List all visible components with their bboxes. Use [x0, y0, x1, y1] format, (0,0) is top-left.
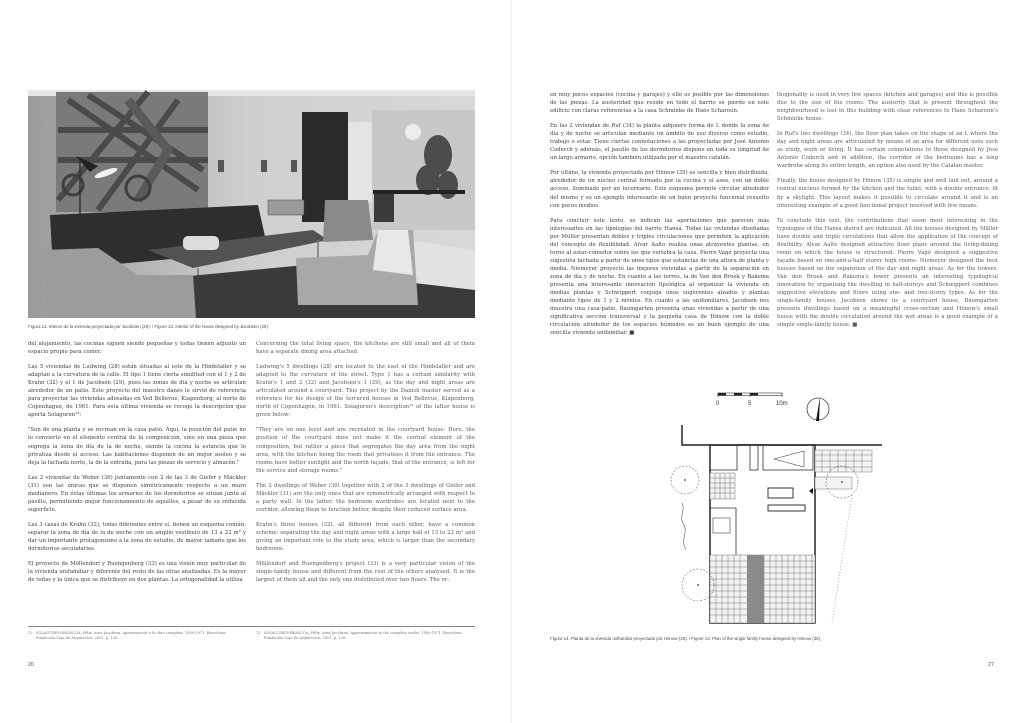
- paragraph: Concerning the total living space, the kitchens are still small and all of them have a separate dining area attached.: [256, 341, 475, 356]
- living-room-photo-image: [28, 90, 475, 318]
- paragraph: Krahn's three houses (32), all different from each other, have a common scheme: separating the day and night areas with a large hall of 13 to 22 m² and giving an important role to the study area, which is larger than the secondary bedrooms.: [256, 521, 475, 553]
- paragraph: In Ruf's two dwellings (34), the floor plan takes on the shape of an L where the day and night areas are articulated by means of an area for different uses such as study, work or living. It has certain connotations to those designed by José Antonio Coderch and in addition, the corridor of the bedrooms has a long wardrobe along its entire length, an option also used by the Catalan master.: [777, 131, 998, 170]
- north-arrow-icon: [807, 397, 829, 421]
- paragraph: del alojamiento, las cocinas siguen siendo pequeñas y todas tienen adjunto un espacio propio para comer.: [28, 341, 246, 356]
- paragraph: Por último, la vivienda proyectada por Hönow (35) es sencilla y bien distribuida, alrededor de un núcleo central formado por la cocina y el aseo, con un doble acceso, iluminado por un lucernario. Este esquema permite circular alrededor del mismo y es un ejemplo interesante de un buen proyecto funcional resuelto con pocos medios.: [550, 170, 769, 209]
- abstract-painting: [56, 92, 208, 212]
- footnote-divider: [28, 626, 475, 627]
- quote-paragraph: "They are on one level and are recreated in the courtyard house. Here, the position of the courtyard does not make it the central element of the composition, but rather a piece that segregates the day area from the night area, with the kitchen being the room that privatises it from the entrance. The rooms have better sunlight and the north façade, that of the entrance, is left for the service and storage rooms.": [256, 427, 475, 474]
- scale-label-10m: 10m: [776, 401, 788, 407]
- scale-bar: [716, 393, 788, 407]
- footnote-number: 12: [28, 631, 33, 635]
- interior-photo: [28, 90, 475, 318]
- paragraph: thogonality is used in very few spaces (kitchen and garages) and this is possible due to the size of the rooms. The austerity that is present throughout the neighbourhood is lost in this building with clear references to Hans Scharoun's Schminke house.: [777, 92, 998, 123]
- footnote-english: [256, 631, 475, 641]
- paragraph: Las 2 viviendas de Weber (30) juntamente con 2 de las 3 de Giefer y Mäckler (31) son las únicas que se disponen simétricamente respecto a un muro medianero. En éstas últimas los armarios de los dormitorios se sitúan junto al pasillo, permitiendo mejor funcionamiento de aquéllos, a pesar de su reducida superficie.: [28, 474, 246, 513]
- paved-patio: [710, 450, 872, 623]
- figure-13-caption: Figura 13. Interior de la vivienda proyectada por Jacobsen (29). / Figure 13. Interior of the house designed by Jacobsen (29).: [28, 324, 269, 329]
- footnote-spanish: [28, 631, 246, 641]
- english-text-column: [777, 91, 998, 336]
- paragraph: To conclude this text, the contributions that seem most interesting in the typologies of the Hansa district are indicated. All the houses designed by Müller have double and triple circulations that allow the application of the concept of flexibility. Alvar Aalto designed attractive floor plans around the living-dining room on which the house is structured. Pierre Vagó designed a suggestive façade based on one-and-a-half storey high rooms. Niemeyer designed the best houses based on the separation of the day and night areas. As for the towers, Van den Broek and Bakema's tower presents an interesting typological innovation by organising the dwelling in half-storeys and Schwippert combines suggestive elevations and floors using one- and two-storey types. As for the single-family houses, Jacobsen shows us a courtyard house, Baumgarten presents dwellings based on a meaningful cross-section and Hönow's small house with the double circulation around the wet areas is a good example of a simple single-family house. ■: [777, 217, 998, 329]
- paragraph: En las 2 viviendas de Ruf (34) la planta adquiere forma de L donde la zona de día y de noche se articulan mediante un ámbito de uso diverso como estudio, trabajo o estar. Tiene ciertas connotaciones a las proyectadas por José Antonio Coderch y además, el pasillo de los dormitorios dispone en toda su longitud de un largo armario, opción también utilizada por el maestro catalán.: [550, 123, 769, 162]
- scale-label-0: 0: [716, 401, 720, 407]
- page-number-right: 27: [988, 662, 995, 668]
- spanish-text-column: [550, 91, 769, 344]
- figure-14-caption: Figura 14. Planta de la vivienda unifamiliar proyectada por Hönow (35). / Figure 14. Plan of the single family house designed by Hönow (35).: [550, 636, 822, 641]
- footnote-text: SOLAGUREN-BEASCOA, Félix. Arne Jacobsen. Approximation to the complete works. 1950-1971. Barcelona: Fundación Caja de Arquitectos, 2001, p. 136.: [264, 631, 463, 640]
- paragraph: en muy pocos espacios (cocina y garajes) y ello es posible por las dimensiones de las piezas. La austeridad que reside en todo el barrio se pierde en este edificio con claras referencias a la casa Schminke de Hans Scharoun.: [550, 92, 769, 115]
- paragraph: Las 3 casas de Krahn (32), todas diferentes entre sí, tienen un esquema común: separar la zona de día de la de noche con un amplio vestíbulo de 13 a 22 m² y dar un importante protagonismo a la zona de estudio, de mayor tamaño que los dormitorios secundarios.: [28, 521, 246, 553]
- footnote-text: SOLAGUREN-BEASCOA, Félix. Arne Jacobsen. Aproximación a la obra completa. 1950-1971. Barcelona: Fundación Caja de Arquitectos, 2001, p. 136.: [36, 631, 227, 640]
- spanish-text-column: [28, 340, 246, 591]
- paragraph: The 2 dwellings of Weber (30) together with 2 of the 3 dwellings of Giefer and Mäckler (31) are the only ones that are symmetrically arranged with respect to a party wall. In the latter, the bedroom wardrobes are located next to the corridor, allowing them to function better, despite their reduced surface area.: [256, 482, 475, 513]
- paragraph: Finally, the house designed by Hönow (35) is simple and well laid out, around a central nucleus formed by the kitchen and the toilet, with a double entrance, lit by a skylight. This layout makes it possible to circulate around it and is an interesting example of a good functional project resolved with few means.: [777, 178, 998, 209]
- paragraph: Ludwing's 5 dwellings (28) are located to the east of the Hindelaller and are adapted to the curvature of the street. Type 1 has a certain similarity with Krahn's 1 and 2 (32) and Jacobsen's 1 (29), as the day and night areas are articulated around a courtyard. This project by the Danish master served as a reference for his design of the terraced houses in Ved Bellevue, Klapenborg, north of Copenhagen, in 1961. Solaguren's description¹² of the latter house is given below:: [256, 364, 475, 419]
- paragraph: El proyecto de Möllendorf y Ruengenberg (33) es una visión muy particular de la vivienda unifamiliar y diferente del resto de las otras analizadas. Es la mayor de todas y la única que se distribuye en dos plantas. La ortogonalidad la utiliza: [28, 561, 246, 584]
- footnote-number: 12: [256, 631, 261, 635]
- page-number-left: 26: [28, 662, 35, 668]
- scale-label-5: 5: [748, 401, 752, 407]
- english-text-column: [256, 340, 475, 591]
- floor-plan-drawing: [670, 385, 890, 630]
- paragraph: Las 5 viviendas de Ludwing (28) están situadas al este de la Hindelaller y se adaptan a la curvatura de la calle. El tipo 1 tiene cierta similitud con el 1 y 2 de Krahn (32) y el 1 de Jacobsen (29), pues las zonas de día y noche se articulan alrededor de un patio. Este proyecto del maestro danés le sirvió de referencia para proyectar las viviendas adosadas en Ved Bellevue, Klapenborg, al norte de Copenhague, de 1961. Para esta última vivienda se recoge la descripción que aporta Solaguren¹²:: [28, 364, 246, 419]
- paragraph: Para concluir este texto, se indican las aportaciones que parecen más interesantes en las tipologías del barrio Hansa. Todas las viviendas diseñadas por Müller presentan dobles y triples circulaciones que permiten la aplicación del concepto de flexibilidad. Alvar Aalto realiza unas atrayentes plantas, en torno al estar-comedor sobre los que vertebra la casa. Pierre Vagó proyecta una sugestiva fachada a partir de unos tipos que estancias de una altura de planta y media. Niemeyer proyectó las mejores viviendas a partir de la separación en zona de día y de noche. En cuanto a las torres, la de Van den Broek y Bakema presenta una interesante innovación tipológica al organizar la vivienda en medias plantas y Schwippert conjuga unos sugerentes alzados y plantas mediante tipos de 1 y 2 niveles. En cuanto a las unifamiliares, Jacobsen nos muestra una casa-patio, Baumgarten presenta unas viviendas a partir de una significativa sección transversal y la pequeña casa de Hönow con la doble circulación alrededor de los espacios húmedos es un buen ejemplo de una sencilla vivienda unifamiliar. ■: [550, 217, 769, 337]
- floor-plan-figure: [670, 385, 890, 630]
- quote-paragraph: "Son de una planta y se recrean en la casa patio. Aquí, la posición del patio no lo convierte en el elemento central de la composición, sino en una pieza que segrega la zona de día de la de noche, siendo la cocina la estancia que lo privatiza desde el acceso. Las habitaciones disponen de un mejor asoleo y se deja la fachada norte, la de la entrada, para las piezas de servicio y almacén.": [28, 427, 246, 466]
- paragraph: Möllendorf and Ruengenberg's project (33) is a very particular vision of the single-family house and different from the rest of the others analysed. It is the largest of them all and the only one distributed over two floors. The or-: [256, 561, 475, 584]
